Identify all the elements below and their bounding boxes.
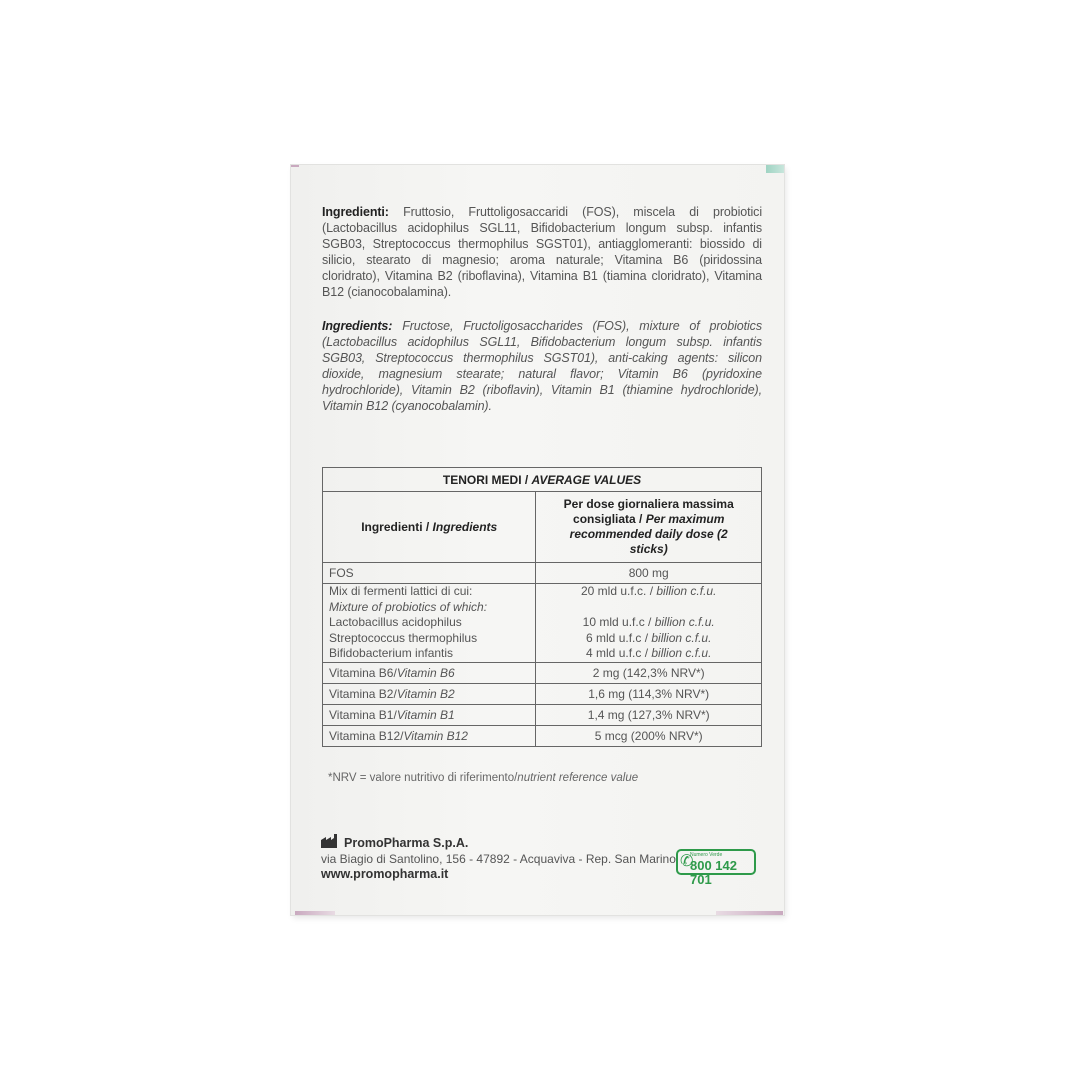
ingredients-italian <box>322 204 762 300</box>
strain-value-it: 10 mld u.f.c / <box>582 615 655 629</box>
table-row <box>323 683 762 704</box>
column-header-ingredients <box>323 492 536 563</box>
spacer <box>542 600 755 616</box>
probiotic-total-it: 20 mld u.f.c. / <box>581 584 657 598</box>
probiotic-total <box>542 584 755 600</box>
strain-value-it: 4 mld u.f.c / <box>586 646 652 660</box>
table-title <box>323 468 762 492</box>
row-name-vitamin-b12 <box>323 725 536 746</box>
nrv-footnote-en: nutrient reference value <box>517 772 639 784</box>
strain-value <box>542 615 755 631</box>
probiotic-mix-label: Mix di fermenti lattici di cui: <box>329 584 473 598</box>
probiotic-total-en: billion c.f.u. <box>656 584 717 598</box>
table-row <box>323 662 762 683</box>
strain-value <box>542 631 755 647</box>
vitamin-name-it: Vitamina B6/ <box>329 665 397 680</box>
row-value-probiotics <box>536 584 762 663</box>
row-value-vitamin-b12: 5 mcg (200% NRV*) <box>536 725 762 746</box>
box-edge-accent-bottom-left <box>295 911 335 915</box>
toll-free-badge <box>676 849 756 887</box>
ingredients-english-label: Ingredients: <box>322 319 393 333</box>
column-header-daily-dose-en: Per maximum recommended daily dose (2 sticks) <box>569 512 728 556</box>
column-header-daily-dose-it: Per dose giornaliera massima consigliata / <box>563 497 734 526</box>
vitamin-name-en: Vitamin B2 <box>396 686 455 701</box>
table-title-en: AVERAGE VALUES <box>531 472 642 487</box>
table-title-row <box>323 468 762 492</box>
table-title-it: TENORI MEDI / <box>442 472 532 487</box>
row-value-fos: 800 mg <box>536 563 762 584</box>
factory-icon <box>321 834 339 848</box>
strain-name: Bifidobacterium infantis <box>329 646 454 660</box>
probiotic-mix-label-en: Mixture of probiotics of which: <box>329 599 488 614</box>
vitamin-name-it: Vitamina B1/ <box>329 707 397 722</box>
ingredients-english-text: Fructose, Fructoligosaccharides (FOS), mixture of probiotics (Lactobacillus acidophilus SGL11, Bifidobacterium longum subsp. infantis SGB03, Streptococcus thermophilus SGST01), anti-caking agents: silicon dioxide, magnesium stearate; natural flavor; Vitamin B6 (pyridoxine hydrochloride), Vitamin B2 (riboflavin), Vitamin B1 (thiamine hydrochloride), Vitamin B12 (cyanocobalamin). <box>322 319 762 413</box>
strain-value-en: billion c.f.u. <box>654 615 715 629</box>
ingredients-italian-text: Fruttosio, Fruttoligosaccaridi (FOS), miscela di probiotici (Lactobacillus acidophilus SGL11, Bifidobacterium longum subsp. infantis SGB03, Streptococcus thermophilus SGST01), antiagglomeranti: biossido di silicio, stearato di magnesio; aroma naturale; Vitamina B6 (piridossina cloridrato), Vitamina B2 (riboflavina), Vitamina B1 (tiamina cloridrato), Vitamina B12 (cianocobalamina). <box>322 205 762 299</box>
manufacturer-address: via Biagio di Santolino, 156 - 47892 - Acquaviva - Rep. San Marino <box>321 852 676 866</box>
vitamin-name-en: Vitamin B6 <box>396 665 455 680</box>
strain-value-it: 6 mld u.f.c / <box>586 630 652 645</box>
table-row <box>323 704 762 725</box>
table-row <box>323 563 762 584</box>
strain-value-en: billion c.f.u. <box>651 646 712 660</box>
row-name-probiotics <box>323 584 536 663</box>
strain-value <box>542 646 755 662</box>
row-name-vitamin-b2 <box>323 683 536 704</box>
box-edge-accent-bottom-right <box>716 911 783 915</box>
table-row <box>323 584 762 663</box>
row-value-vitamin-b1: 1,4 mg (127,3% NRV*) <box>536 704 762 725</box>
row-name-vitamin-b6 <box>323 662 536 683</box>
ingredients-section <box>322 204 762 414</box>
vitamin-name-en: Vitamin B12 <box>403 728 468 743</box>
table-header-row <box>323 492 762 563</box>
row-value-vitamin-b2: 1,6 mg (114,3% NRV*) <box>536 683 762 704</box>
box-edge-accent-top-right <box>766 165 784 173</box>
manufacturer-name: PromoPharma S.p.A. <box>344 836 469 850</box>
phone-icon: ✆ <box>680 853 694 870</box>
strain-name: Streptococcus thermophilus <box>329 630 478 645</box>
strain-name: Lactobacillus acidophilus <box>329 615 462 629</box>
toll-free-label: Numero Verde <box>690 852 723 858</box>
ingredients-italian-label: Ingredienti: <box>322 205 389 219</box>
column-header-ingredients-en: Ingredients <box>432 520 498 534</box>
vitamin-name-it: Vitamina B12/ <box>329 728 404 743</box>
toll-free-number: 800 142 701 <box>690 858 737 887</box>
nrv-footnote <box>328 772 638 784</box>
manufacturer-website: www.promopharma.it <box>321 867 449 881</box>
vitamin-name-it: Vitamina B2/ <box>329 686 397 701</box>
row-name-vitamin-b1 <box>323 704 536 725</box>
column-header-daily-dose <box>536 492 762 563</box>
strain-value-en: billion c.f.u. <box>651 630 712 645</box>
average-values-table <box>322 467 762 747</box>
vitamin-name-en: Vitamin B1 <box>396 707 455 722</box>
box-edge-accent-top-left <box>291 165 299 167</box>
ingredients-english <box>322 318 762 414</box>
row-value-vitamin-b6: 2 mg (142,3% NRV*) <box>536 662 762 683</box>
table-row <box>323 725 762 746</box>
row-name-fos: FOS <box>323 563 536 584</box>
nrv-footnote-it: *NRV = valore nutritivo di riferimento/ <box>328 772 518 784</box>
column-header-ingredients-it: Ingredienti / <box>361 520 433 534</box>
